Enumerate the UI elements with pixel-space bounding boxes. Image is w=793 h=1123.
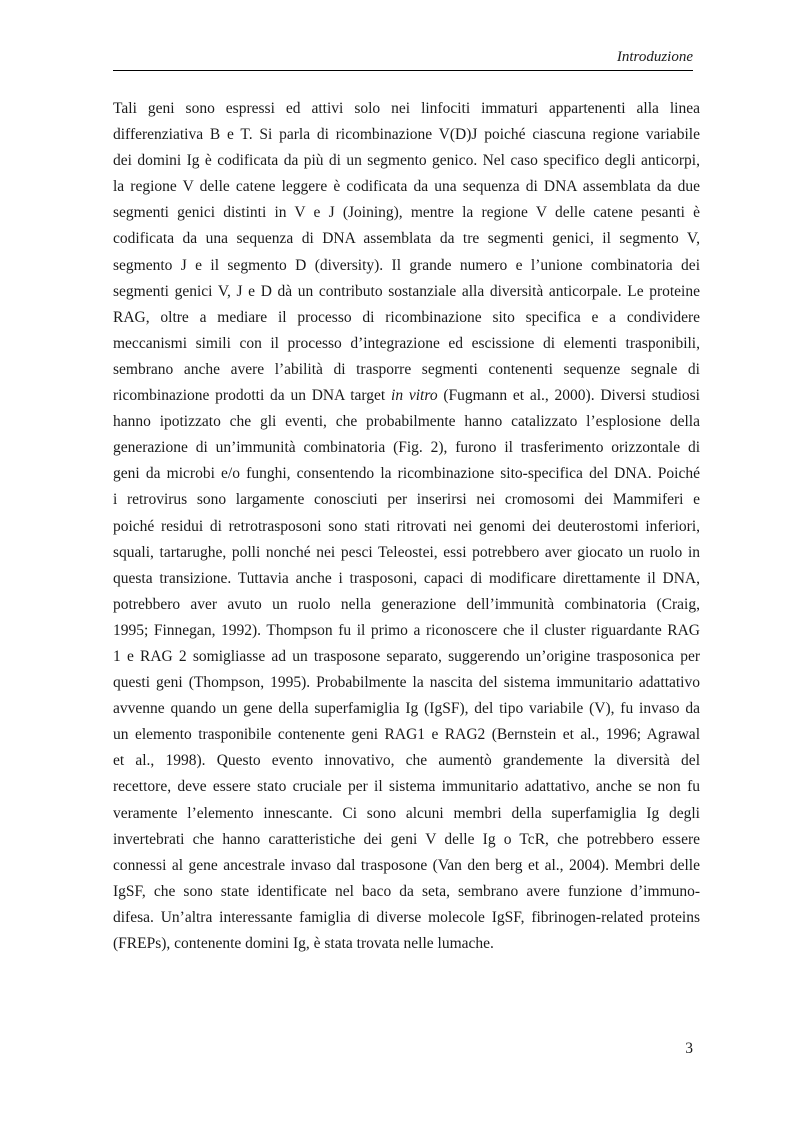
text-line bbox=[113, 487, 700, 513]
text-segment: segmenti genici V, J e D dà un contributo sostanziale alla diversità anticorpale. Le proteine bbox=[113, 282, 700, 300]
text-line bbox=[113, 748, 700, 774]
text-line bbox=[113, 383, 700, 409]
text-segment: invertebrati che hanno caratteristiche dei geni V delle Ig o TcR, che potrebbero essere bbox=[113, 830, 700, 848]
text-segment: ricombinazione prodotti da un DNA target bbox=[113, 387, 392, 405]
text-segment: veramente l’elemento innescante. Ci sono alcuni membri della superfamiglia Ig degli bbox=[113, 804, 700, 822]
text-segment: generazione di un’immunità combinatoria (Fig. 2), furono il trasferimento orizzontale di bbox=[113, 439, 700, 457]
text-segment: segmenti genici distinti in V e J (Joining), mentre la regione V delle catene pesanti è bbox=[113, 204, 700, 222]
text-line bbox=[113, 853, 700, 879]
text-segment: connessi al gene ancestrale invaso dal trasposone (Van den berg et al., 2004). Membri delle bbox=[113, 856, 700, 874]
text-segment: la regione V delle catene leggere è codificata da una sequenza di DNA assemblata da due bbox=[113, 178, 700, 196]
text-segment: avvenne quando un gene della superfamiglia Ig (IgSF), del tipo variabile (V), fu invaso da bbox=[113, 700, 700, 718]
text-line bbox=[113, 827, 700, 853]
text-line bbox=[113, 879, 700, 905]
text-line bbox=[113, 253, 700, 279]
text-segment: et al., 1998). Questo evento innovativo, che aumentò grandemente la diversità del bbox=[113, 752, 700, 770]
text-line bbox=[113, 801, 700, 827]
text-segment: hanno ipotizzato che gli eventi, che probabilmente hanno catalizzato l’esplosione della bbox=[113, 413, 700, 431]
text-segment: segmento J e il segmento D (diversity). Il grande numero e l’unione combinatoria dei bbox=[113, 256, 700, 274]
text-segment: differenziativa B e T. Si parla di ricombinazione V(D)J poiché ciascuna regione variabile bbox=[113, 126, 700, 144]
text-line bbox=[113, 96, 700, 122]
text-segment: 1995; Finnegan, 1992). Thompson fu il primo a riconoscere che il cluster riguardante RAG bbox=[113, 621, 700, 639]
text-line bbox=[113, 592, 700, 618]
text-segment: recettore, deve essere stato cruciale per il sistema immunitario adattativo, anche se non fu bbox=[113, 778, 700, 796]
text-line bbox=[113, 618, 700, 644]
text-line bbox=[113, 174, 700, 200]
running-header: Introduzione bbox=[616, 49, 693, 65]
text-line bbox=[113, 905, 700, 931]
text-segment: (FREPs), contenente domini Ig, è stata trovata nelle lumache. bbox=[113, 935, 494, 952]
text-segment: questi geni (Thompson, 1995). Probabilmente la nascita del sistema immunitario adattativo bbox=[113, 674, 700, 692]
text-segment: poiché residui di retrotrasposoni sono stati ritrovati nei genomi dei deuterostomi inferiori, bbox=[113, 517, 700, 535]
text-segment: i retrovirus sono largamente conosciuti per inserirsi nei cromosomi dei Mammiferi e bbox=[113, 491, 700, 509]
text-segment: questa transizione. Tuttavia anche i trasposoni, capaci di modificare direttamente il DNA, bbox=[113, 569, 700, 587]
text-line bbox=[113, 279, 700, 305]
text-line bbox=[113, 305, 700, 331]
text-line bbox=[113, 200, 700, 226]
text-line bbox=[113, 696, 700, 722]
text-segment: difesa. Un’altra interessante famiglia di diverse molecole IgSF, fibrinogen-related proteins bbox=[113, 908, 700, 926]
text-line bbox=[113, 226, 700, 252]
text-line bbox=[113, 540, 700, 566]
header-rule bbox=[113, 70, 693, 71]
text-segment: un elemento trasponibile contenente geni RAG1 e RAG2 (Bernstein et al., 1996; Agrawal bbox=[113, 726, 700, 744]
text-segment: dei domini Ig è codificata da più di un segmento genico. Nel caso specifico degli anticorpi, bbox=[113, 152, 700, 170]
text-line bbox=[113, 122, 700, 148]
text-line bbox=[113, 931, 700, 957]
text-segment: potrebbero aver avuto un ruolo nella generazione dell’immunità combinatoria (Craig, bbox=[113, 595, 700, 613]
italic-term: in vitro bbox=[391, 387, 438, 405]
text-segment: sembrano anche avere l’abilità di trasporre segmenti contenenti sequenze segnale di bbox=[113, 360, 700, 378]
text-line bbox=[113, 774, 700, 800]
text-segment: meccanismi simili con il processo d’integrazione ed escissione di elementi trasponibili, bbox=[113, 334, 700, 352]
text-line bbox=[113, 148, 700, 174]
text-segment: Tali geni sono espressi ed attivi solo nei linfociti immaturi appartenenti alla linea bbox=[113, 100, 700, 117]
text-segment: 1 e RAG 2 somigliasse ad un trasposone separato, suggerendo un’origine trasposonica per bbox=[113, 647, 700, 665]
text-segment: codificata da una sequenza di DNA assemblata da tre segmenti genici, il segmento V, bbox=[113, 230, 700, 248]
page-number: 3 bbox=[685, 1040, 693, 1057]
body-paragraph bbox=[113, 96, 700, 957]
text-segment: geni da microbi e/o funghi, consentendo la ricombinazione sito-specifica del DNA. Poiché bbox=[113, 465, 700, 483]
text-line bbox=[113, 409, 700, 435]
text-line bbox=[113, 435, 700, 461]
text-line bbox=[113, 331, 700, 357]
text-segment: RAG, oltre a mediare il processo di ricombinazione sito specifica e a condividere bbox=[113, 308, 700, 326]
text-line bbox=[113, 461, 700, 487]
text-line bbox=[113, 644, 700, 670]
text-segment: IgSF, che sono state identificate nel baco da seta, sembrano avere funzione d’immuno- bbox=[113, 882, 700, 900]
text-line bbox=[113, 670, 700, 696]
text-segment: (Fugmann et al., 2000). Diversi studiosi bbox=[437, 387, 700, 405]
text-line bbox=[113, 566, 700, 592]
text-line bbox=[113, 357, 700, 383]
text-line bbox=[113, 514, 700, 540]
text-line bbox=[113, 722, 700, 748]
text-segment: squali, tartarughe, polli nonché nei pesci Teleostei, essi potrebbero aver giocato un ruolo in bbox=[113, 543, 700, 561]
